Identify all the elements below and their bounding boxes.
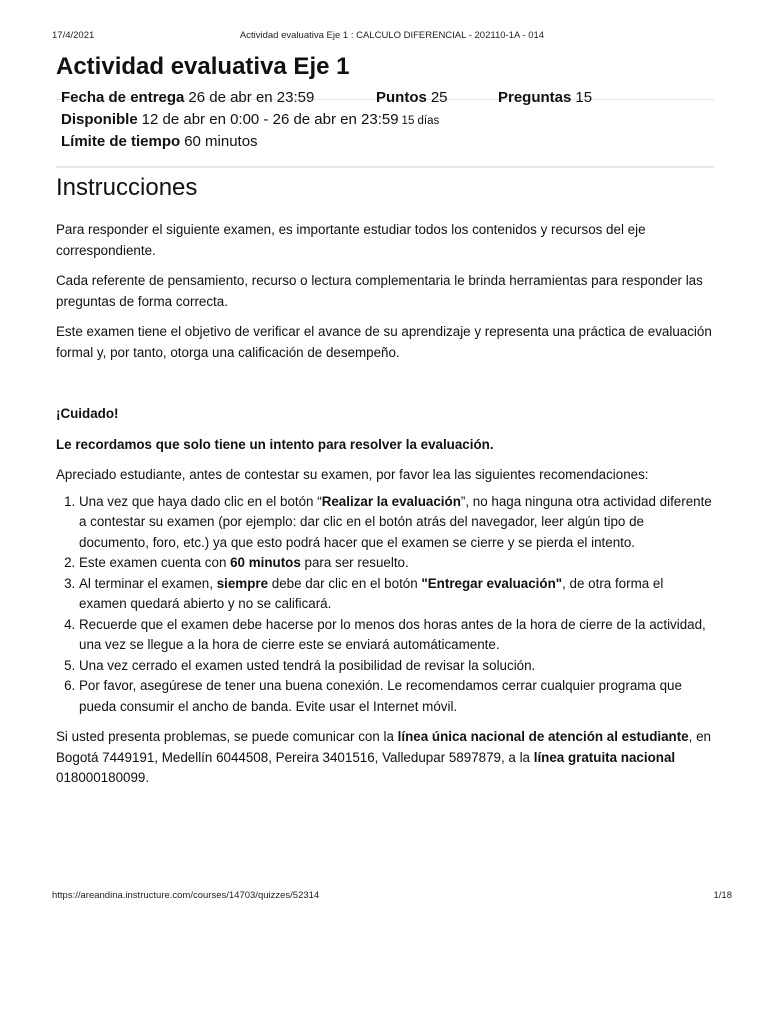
recommendations-list bbox=[56, 492, 714, 718]
rule-3-text: Al terminar el examen, bbox=[79, 575, 217, 591]
warning-text: ¡Cuidado! bbox=[56, 406, 119, 421]
quiz-page bbox=[56, 52, 714, 789]
instructions-paragraph-3: Este examen tiene el objetivo de verificar el avance de su aprendizaje y representa una práctica de evaluación formal y, por tanto, otorga una calificación de desempeño. bbox=[56, 324, 712, 360]
questions-value: 15 bbox=[575, 89, 593, 106]
details-row-3 bbox=[61, 131, 714, 153]
quiz-details bbox=[56, 87, 714, 153]
list-item bbox=[79, 615, 714, 656]
print-document-title: Actividad evaluativa Eje 1 : CALCULO DIFERENCIAL - 202110-1A - 014 bbox=[239, 30, 545, 41]
details-row-2 bbox=[61, 109, 714, 131]
print-date: 17/4/2021 bbox=[52, 30, 95, 41]
contact-free-line-name: línea gratuita nacional bbox=[533, 749, 676, 765]
rule-1-emphasis: Realizar la evaluación bbox=[321, 493, 461, 509]
list-item bbox=[79, 553, 714, 574]
available-value: 12 de abr en 0:00 - 26 de abr en 23:59 bbox=[141, 111, 399, 128]
rule-6-text: Por favor, asegúrese de tener una buena conexión. Le recomendamos cerrar cualquier programa que pueda consumir el ancho de banda. Evite usar el Internet móvil. bbox=[79, 678, 682, 714]
details-row-1 bbox=[61, 87, 714, 109]
list-item bbox=[79, 676, 714, 717]
rule-2-emphasis: 60 minutos bbox=[230, 555, 301, 570]
questions-field bbox=[498, 87, 592, 109]
time-limit-label: Límite de tiempo bbox=[61, 133, 181, 150]
reminder-text: Le recordamos que solo tiene un intento para resolver la evaluación. bbox=[56, 436, 494, 452]
due-date-value: 26 de abr en 23:59 bbox=[188, 89, 315, 106]
contact-phones: , en Bogotá 7449191, Medellín 6044508, Pereira 3401516, Valledupar 5897879, a la bbox=[56, 729, 711, 765]
rule-2-text-end: para ser resuelto. bbox=[300, 555, 409, 570]
instructions-heading: Instrucciones bbox=[56, 174, 198, 201]
points-value: 25 bbox=[430, 89, 448, 106]
list-item bbox=[79, 574, 714, 615]
print-header bbox=[52, 30, 732, 42]
rule-3-emphasis: siempre bbox=[216, 575, 269, 591]
list-item bbox=[79, 656, 714, 677]
rule-1-text-end: ”, no haga ninguna otra actividad diferente a contestar su examen (por ejemplo: dar clic en el botón atrás del navegador, leer algún tipo de documento, foro, etc.) ya que esto podrá hacer que el examen se cierre y se pierda el intento. bbox=[79, 493, 712, 550]
time-limit-value: 60 minutos bbox=[184, 133, 258, 150]
available-label: Disponible bbox=[61, 111, 138, 128]
instructions-body bbox=[56, 220, 714, 789]
print-url: https://areandina.instructure.com/courses/14703/quizzes/52314 bbox=[52, 890, 320, 901]
rule-1-text: Una vez que haya dado clic en el botón “ bbox=[79, 493, 322, 509]
contact-paragraph bbox=[56, 727, 714, 789]
rule-2-text: Este examen cuenta con bbox=[79, 555, 231, 570]
contact-text: Si usted presenta problemas, se puede comunicar con la bbox=[56, 729, 398, 744]
points-label: Puntos bbox=[376, 89, 427, 106]
instructions-paragraph-2: Cada referente de pensamiento, recurso o lectura complementaria le brinda herramientas para responder las preguntas de forma correcta. bbox=[56, 273, 703, 309]
page-number: 1/18 bbox=[713, 890, 732, 901]
list-item bbox=[79, 492, 714, 554]
contact-helpline-name: línea única nacional de atención al estudiante bbox=[397, 729, 689, 744]
rule-5-text: Una vez cerrado el examen usted tendrá la posibilidad de revisar la solución. bbox=[79, 657, 536, 673]
questions-label: Preguntas bbox=[498, 89, 572, 106]
rule-3-button-name: "Entregar evaluación" bbox=[421, 575, 563, 591]
contact-free-line-number: 018000180099. bbox=[56, 770, 150, 785]
quiz-title: Actividad evaluativa Eje 1 bbox=[56, 53, 350, 80]
instructions-paragraph-1: Para responder el siguiente examen, es importante estudiar todos los contenidos y recursos del eje correspondiente. bbox=[56, 222, 646, 258]
rule-3-text-mid: debe dar clic en el botón bbox=[268, 575, 422, 591]
rule-4-text: Recuerde que el examen debe hacerse por lo menos dos horas antes de la hora de cierre de la actividad, una vez se llegue a la hora de cierre este se enviará automáticamente. bbox=[79, 616, 706, 652]
print-footer bbox=[52, 890, 732, 902]
points-field bbox=[376, 87, 448, 109]
rule-3-text-end: , de otra forma el examen quedará abierto y no se calificará. bbox=[79, 575, 664, 611]
due-date-label: Fecha de entrega bbox=[61, 89, 185, 106]
available-days: 15 días bbox=[401, 115, 440, 127]
recommendations-intro: Apreciado estudiante, antes de contestar su examen, por favor lea las siguientes recomendaciones: bbox=[56, 467, 649, 482]
